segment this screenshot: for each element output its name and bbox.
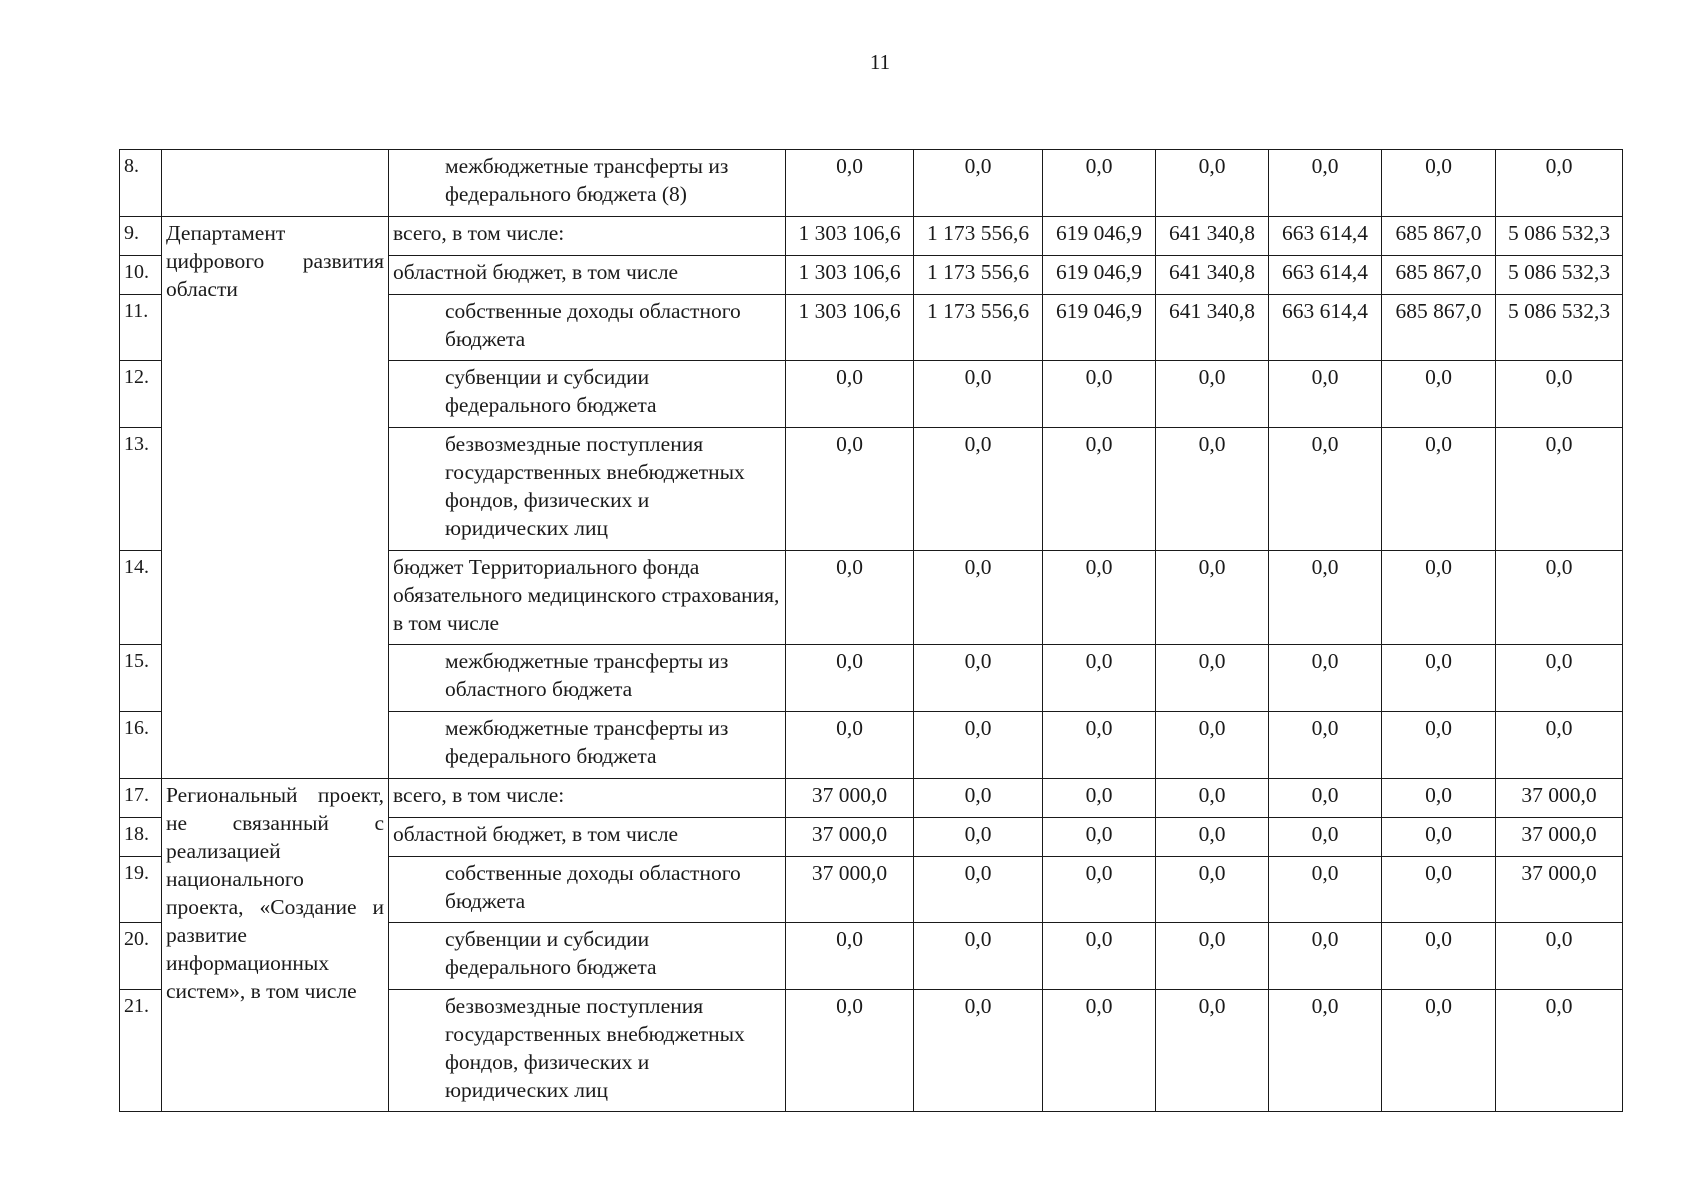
amount-cell: 0,0 xyxy=(1496,990,1623,1112)
amount-cell: 619 046,9 xyxy=(1043,295,1156,361)
amount-cell: 0,0 xyxy=(1269,361,1382,428)
amount-cell: 5 086 532,3 xyxy=(1496,256,1623,295)
amount-cell: 5 086 532,3 xyxy=(1496,295,1623,361)
amount-cell: 0,0 xyxy=(786,712,914,779)
funding-source: всего, в том числе: xyxy=(389,779,786,818)
amount-cell: 641 340,8 xyxy=(1156,295,1269,361)
table-row xyxy=(120,217,1623,256)
amount-cell: 0,0 xyxy=(1382,779,1496,818)
amount-cell: 0,0 xyxy=(1156,150,1269,217)
amount-cell: 1 173 556,6 xyxy=(914,256,1043,295)
amount-cell: 1 303 106,6 xyxy=(786,295,914,361)
row-number: 10. xyxy=(120,256,162,295)
amount-cell: 0,0 xyxy=(786,551,914,645)
amount-cell: 37 000,0 xyxy=(786,818,914,857)
amount-cell: 0,0 xyxy=(1043,779,1156,818)
amount-cell: 0,0 xyxy=(1496,712,1623,779)
amount-cell: 0,0 xyxy=(914,990,1043,1112)
amount-cell: 1 303 106,6 xyxy=(786,256,914,295)
table-row xyxy=(120,779,1623,818)
amount-cell: 0,0 xyxy=(786,428,914,551)
amount-cell: 0,0 xyxy=(914,645,1043,712)
amount-cell: 0,0 xyxy=(1043,551,1156,645)
amount-cell: 1 173 556,6 xyxy=(914,217,1043,256)
amount-cell: 0,0 xyxy=(914,428,1043,551)
funding-source: областной бюджет, в том числе xyxy=(389,256,786,295)
amount-cell: 0,0 xyxy=(1382,428,1496,551)
amount-cell: 0,0 xyxy=(1269,990,1382,1112)
amount-cell: 0,0 xyxy=(1043,150,1156,217)
amount-cell: 0,0 xyxy=(786,150,914,217)
amount-cell: 37 000,0 xyxy=(786,857,914,923)
amount-cell: 0,0 xyxy=(1156,990,1269,1112)
amount-cell: 0,0 xyxy=(914,150,1043,217)
table-row xyxy=(120,150,1623,217)
amount-cell: 0,0 xyxy=(1156,923,1269,990)
amount-cell: 641 340,8 xyxy=(1156,256,1269,295)
row-number: 18. xyxy=(120,818,162,857)
funding-source: межбюджетные трансферты из областного бюджета xyxy=(389,645,786,712)
funding-source: субвенции и субсидии федерального бюджета xyxy=(389,361,786,428)
amount-cell: 0,0 xyxy=(1043,645,1156,712)
amount-cell: 0,0 xyxy=(914,551,1043,645)
row-number: 8. xyxy=(120,150,162,217)
amount-cell: 0,0 xyxy=(1382,150,1496,217)
funding-source: безвозмездные поступления государственных внебюджетных фондов, физических и юридических лиц xyxy=(389,990,786,1112)
amount-cell: 0,0 xyxy=(1043,428,1156,551)
amount-cell: 37 000,0 xyxy=(1496,857,1623,923)
amount-cell: 0,0 xyxy=(1156,712,1269,779)
amount-cell: 0,0 xyxy=(1269,857,1382,923)
amount-cell: 0,0 xyxy=(1382,712,1496,779)
amount-cell: 0,0 xyxy=(1496,428,1623,551)
funding-source: безвозмездные поступления государственных внебюджетных фондов, физических и юридических лиц xyxy=(389,428,786,551)
funding-source: межбюджетные трансферты из федерального бюджета (8) xyxy=(389,150,786,217)
amount-cell: 37 000,0 xyxy=(1496,818,1623,857)
amount-cell: 0,0 xyxy=(1382,361,1496,428)
row-number: 12. xyxy=(120,361,162,428)
amount-cell: 0,0 xyxy=(1496,551,1623,645)
amount-cell: 685 867,0 xyxy=(1382,295,1496,361)
amount-cell: 0,0 xyxy=(1156,551,1269,645)
organization-name: Департамент цифрового развития области xyxy=(162,217,389,779)
amount-cell: 0,0 xyxy=(1269,712,1382,779)
amount-cell: 37 000,0 xyxy=(1496,779,1623,818)
funding-source: бюджет Территориального фонда обязательного медицинского страхования, в том числе xyxy=(389,551,786,645)
organization-name: Региональный проект, не связанный с реализацией национального проекта, «Создание и развитие информационных систем», в том числе xyxy=(162,779,389,1112)
amount-cell: 619 046,9 xyxy=(1043,256,1156,295)
amount-cell: 0,0 xyxy=(1043,990,1156,1112)
funding-source: собственные доходы областного бюджета xyxy=(389,857,786,923)
funding-source: собственные доходы областного бюджета xyxy=(389,295,786,361)
row-number: 11. xyxy=(120,295,162,361)
funding-source: субвенции и субсидии федерального бюджета xyxy=(389,923,786,990)
row-number: 16. xyxy=(120,712,162,779)
row-number: 20. xyxy=(120,923,162,990)
amount-cell: 5 086 532,3 xyxy=(1496,217,1623,256)
amount-cell: 1 303 106,6 xyxy=(786,217,914,256)
amount-cell: 0,0 xyxy=(1269,551,1382,645)
amount-cell: 0,0 xyxy=(1156,779,1269,818)
funding-source: всего, в том числе: xyxy=(389,217,786,256)
amount-cell: 0,0 xyxy=(1496,361,1623,428)
amount-cell: 0,0 xyxy=(914,361,1043,428)
amount-cell: 1 173 556,6 xyxy=(914,295,1043,361)
amount-cell: 0,0 xyxy=(1043,361,1156,428)
amount-cell: 0,0 xyxy=(1043,712,1156,779)
organization-cell-empty xyxy=(162,150,389,217)
amount-cell: 0,0 xyxy=(1382,645,1496,712)
amount-cell: 37 000,0 xyxy=(786,779,914,818)
amount-cell: 685 867,0 xyxy=(1382,217,1496,256)
row-number: 21. xyxy=(120,990,162,1112)
amount-cell: 663 614,4 xyxy=(1269,256,1382,295)
amount-cell: 685 867,0 xyxy=(1382,256,1496,295)
amount-cell: 0,0 xyxy=(1496,150,1623,217)
amount-cell: 663 614,4 xyxy=(1269,217,1382,256)
funding-source: межбюджетные трансферты из федерального бюджета xyxy=(389,712,786,779)
amount-cell: 0,0 xyxy=(1269,923,1382,990)
amount-cell: 0,0 xyxy=(1156,818,1269,857)
amount-cell: 0,0 xyxy=(1043,923,1156,990)
amount-cell: 0,0 xyxy=(1269,779,1382,818)
amount-cell: 0,0 xyxy=(1156,645,1269,712)
row-number: 15. xyxy=(120,645,162,712)
row-number: 17. xyxy=(120,779,162,818)
page-number: 11 xyxy=(869,50,891,74)
amount-cell: 0,0 xyxy=(1269,150,1382,217)
amount-cell: 0,0 xyxy=(1496,923,1623,990)
amount-cell: 619 046,9 xyxy=(1043,217,1156,256)
amount-cell: 0,0 xyxy=(1156,857,1269,923)
row-number: 14. xyxy=(120,551,162,645)
funding-source: областной бюджет, в том числе xyxy=(389,818,786,857)
row-number: 13. xyxy=(120,428,162,551)
amount-cell: 0,0 xyxy=(1382,990,1496,1112)
amount-cell: 0,0 xyxy=(1269,818,1382,857)
amount-cell: 0,0 xyxy=(786,645,914,712)
amount-cell: 641 340,8 xyxy=(1156,217,1269,256)
row-number: 19. xyxy=(120,857,162,923)
amount-cell: 0,0 xyxy=(914,779,1043,818)
amount-cell: 0,0 xyxy=(786,923,914,990)
amount-cell: 0,0 xyxy=(914,923,1043,990)
amount-cell: 0,0 xyxy=(914,712,1043,779)
amount-cell: 0,0 xyxy=(1269,428,1382,551)
amount-cell: 0,0 xyxy=(1043,857,1156,923)
amount-cell: 0,0 xyxy=(1269,645,1382,712)
amount-cell: 0,0 xyxy=(1382,923,1496,990)
amount-cell: 0,0 xyxy=(786,990,914,1112)
amount-cell: 0,0 xyxy=(1382,857,1496,923)
amount-cell: 0,0 xyxy=(914,857,1043,923)
amount-cell: 663 614,4 xyxy=(1269,295,1382,361)
amount-cell: 0,0 xyxy=(1382,551,1496,645)
amount-cell: 0,0 xyxy=(786,361,914,428)
row-number: 9. xyxy=(120,217,162,256)
budget-table xyxy=(119,149,1623,1112)
amount-cell: 0,0 xyxy=(1043,818,1156,857)
amount-cell: 0,0 xyxy=(1156,428,1269,551)
amount-cell: 0,0 xyxy=(1156,361,1269,428)
amount-cell: 0,0 xyxy=(914,818,1043,857)
amount-cell: 0,0 xyxy=(1382,818,1496,857)
amount-cell: 0,0 xyxy=(1496,645,1623,712)
